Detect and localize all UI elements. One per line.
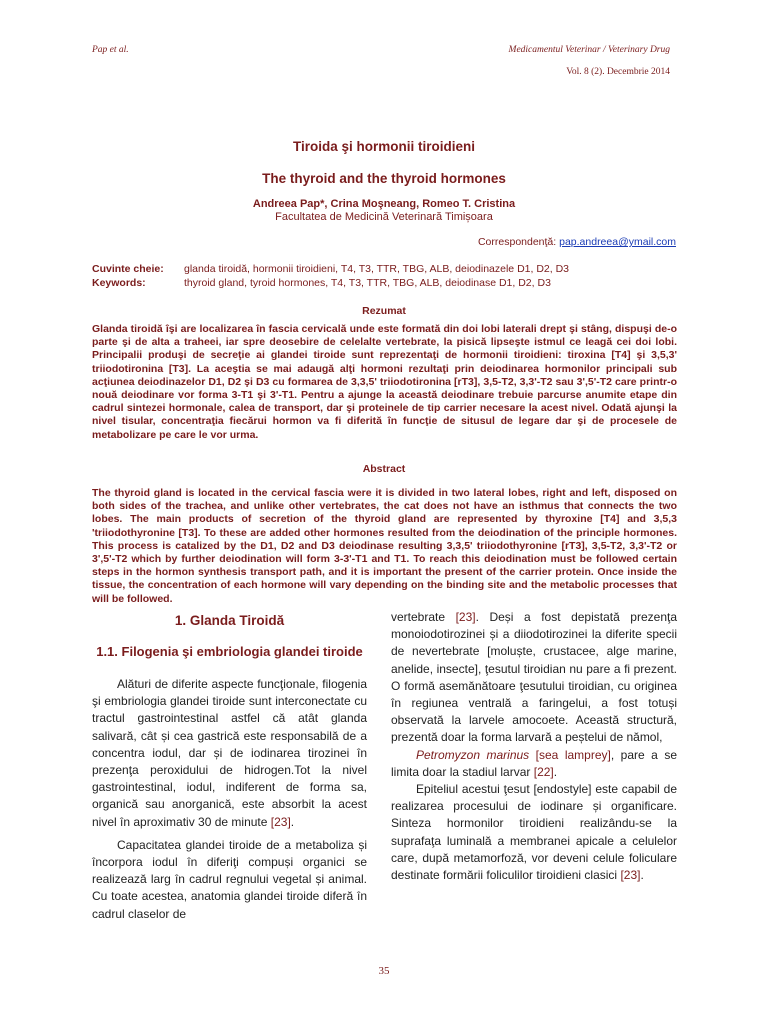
paragraph-4: Petromyzon marinus [sea lamprey], pare a se limita doar la stadiul larvar [22].	[391, 747, 677, 779]
keywords-ro-text: glanda tiroidă, hormonii tiroidieni, T4, T3, TTR, TBG, ALB, deiodinazele D1, D2, D3	[184, 263, 570, 275]
paragraph-3: vertebrate [23]. Deși a fost depistată prezenţa monoiodotirozinei și a diiodotirozinei la diferite specii de nevertebrate [moluște, crustacee, alge marine, anelide, insecte], ţesutul tiroidian nu pare a fi prezent. O formă asemănătoare ţesutului tiroidian, cu originea în regiunea ventrală a faringelui, a fost totuși observată la larvele amocoete. Această structură, prezentă doar la forma larvară a peștelui de nămol,	[391, 610, 677, 745]
rezumat-heading: Rezumat	[362, 305, 406, 317]
abstract-heading: Abstract	[362, 463, 406, 475]
paragraph-3-lead: vertebrate	[391, 610, 446, 624]
keywords-english	[92, 277, 551, 289]
subsection-heading: 1.1. Filogenia şi embriologia glandei tiroide	[96, 644, 363, 659]
paragraph-5-text: Epiteliul acestui ţesut [endostyle] este capabil de realizarea procesului de iodinare și organificare. Sinteza hormonilor tiroidieni realizându-se la suprafaţa luminală a membranei apicale a celulelor care, după metamorfoză, vor deveni celule foliculare destinate formării foliculilor tiroidieni clasici	[391, 782, 677, 883]
keywords-ro-label: Cuvinte cheie:	[92, 263, 164, 275]
keywords-en-label: Keywords:	[92, 277, 146, 289]
keywords-en-text: thyroid gland, tyroid hormones, T4, T3, TTR, TBG, ALB, deiodinase D1, D2, D3	[184, 277, 551, 289]
species-name: Petromyzon marinus	[416, 747, 530, 762]
running-header-journal: Medicamentul Veterinar / Veterinary Drug	[508, 45, 670, 55]
citation-link[interactable]: [23]	[270, 814, 291, 829]
rezumat-text: Glanda tiroidă îşi are localizarea în fascia cervicală unde este formată din doi lobi laterali drept şi stâng, dispuşi de-o parte şi de alta a traheei, iar spre deosebire de celelalte vertebrate, la pisică lipseşte istmul ce leagă cei doi lobi. Principalii produşi de secreţie ai glandei tiroide sunt reprezentaţi de hormonii tiroidieni: tiroxina [T4] şi 3,5,3' triiodotironina [T3]. La aceştia se mai adaugă alţi hormoni rezultaţi prin deiodinarea hormonilor principali sub acţiunea deiodinazelor D1, D2 şi D3 cu formarea de 3,3,5' triiodotironina [rT3], 3,5-T2, 3,3'-T2 sau 3',5'-T2 care printr-o nouă deiodinare vor forma 3-T1 şi 3'-T1. Pentru a ajunge la această deiodinare trebuie parcurse anumite etape din cadrul sintezei hormonale, calea de transport, dar şi proteinele de tip carrier necesare la acest nivel. Odată ajunşi la nivel tisular, concentraţia fiecărui hormon va fi diferită în funcţie de situsul de legare dar şi de procesele de metabolizare pe care le vor urma.	[92, 323, 677, 441]
citation-link[interactable]: [22]	[533, 764, 554, 779]
author-list: Andreea Pap*, Crina Moşneang, Romeo T. Cristina	[252, 198, 516, 210]
page-number: 35	[378, 965, 390, 977]
correspondence	[478, 236, 676, 248]
correspondence-label: Correspondenţă:	[477, 236, 557, 248]
title-romanian: Tiroida şi hormonii tiroidieni	[292, 139, 475, 154]
paragraph-1-text: Alături de diferite aspecte funcţionale, filogenia şi embriologia glandei tiroide sunt interconectate cu tractul gastrointestinal astfel că atât glanda salivară, cât și cea gastrică este responsabilă de a concentra iodul, dar și de iodinarea tirozinei în prezenţa peroxidului de hidrogen.Tot la nivel gastrointestinal, iodul, indiferent de forma sa, organică sau anorganică, este absorbit la acest nivel în aproximativ 30 de minute	[92, 677, 367, 829]
keywords-romanian	[92, 263, 569, 275]
paragraph-1: Alături de diferite aspecte funcţionale, filogenia şi embriologia glandei tiroide sunt interconectate cu tractul gastrointestinal astfel că atât glanda salivară, cât și cea gastrică este responsabilă de a concentra iodul, dar și de iodinarea tirozinei în prezenţa peroxidului de hidrogen.Tot la nivel gastrointestinal, iodul, indiferent de forma sa, organică sau anorganică, este absorbit la acest nivel în aproximativ 30 de minute [23].	[92, 677, 367, 829]
affiliation: Facultatea de Medicină Veterinară Timișoara	[275, 211, 493, 223]
paragraph-5: Epiteliul acestui ţesut [endostyle] este capabil de realizarea procesului de iodinare și organificare. Sinteza hormonilor tiroidieni realizându-se la suprafaţa luminală a membranei apicale a celulelor care, după metamorfoză, vor deveni celule foliculare destinate formării foliculilor tiroidieni clasici [23].	[391, 782, 677, 883]
abstract-text: The thyroid gland is located in the cervical fascia were it is divided in two lateral lobes, right and left, disposed on both sides of the trachea, and unlike other vertebrates, the cat does not have an isthmus that connects the two lobes. The main products of secretion of the thyroid gland are represented by thyroxine [T4] and 3,5,3 'triiodothyronine [T3]. To these are added other hormones resulted from the deiodination of the principle hormones. This process is catalized by the D1, D2 and D3 deiodinase resulting 3,3,5' triiodothyronine [rT3], 3,5-T2, 3,3'-T2 or 3',5'-T2 which by further deiodination will form 3-3'-T1 and T1. To reach this deiodination must be followed certain steps in the hormon synthesis transport path, and it is important the present of the carrier protein. Once inside the tissue, the concentration of each hormone will vary depending on the binding site and the metabolic processes that will be followed.	[92, 487, 677, 605]
correspondence-email-link[interactable]: pap.andreea@ymail.com	[559, 236, 676, 248]
body-column-right	[391, 609, 677, 884]
paragraph-2-text: Capacitatea glandei tiroide de a metaboliza și încorpora iodul în diferiţi compuși organici se realizează larg în cadrul regnului vegetal și animal. Cu toate acestea, anatomia glandei tiroide diferă în cadrul claselor de	[92, 837, 367, 921]
body-column-left	[92, 610, 367, 923]
citation-link[interactable]: [23]	[455, 610, 476, 624]
common-name: [sea lamprey]	[535, 747, 611, 762]
citation-link[interactable]: [23]	[620, 868, 641, 883]
paragraph-2	[92, 837, 367, 923]
paragraph-3-text: Deși a fost depistată prezenţa monoiodotirozinei și a diiodotirozinei la diferite specii de nevertebrate [moluște, crustacee, alge marine, anelide, insecte], ţesutul tiroidian nu pare a fi prezent. O formă asemănătoare ţesutului tiroidian, cu originea în regiunea ventrală a faringelui, a fost totuși observată la larvele amocoete. Această structură, prezentă doar la forma larvară a peștelui de nămol,	[391, 610, 677, 745]
running-header-authors: Pap et al.	[92, 45, 129, 55]
section-heading: 1. Glanda Tiroidă	[174, 613, 285, 628]
title-english: The thyroid and the thyroid hormones	[262, 171, 506, 186]
running-header-volume: Vol. 8 (2). Decembrie 2014	[566, 67, 670, 77]
paragraph-4-text: , pare a se limita doar la stadiul larvar	[391, 747, 677, 779]
